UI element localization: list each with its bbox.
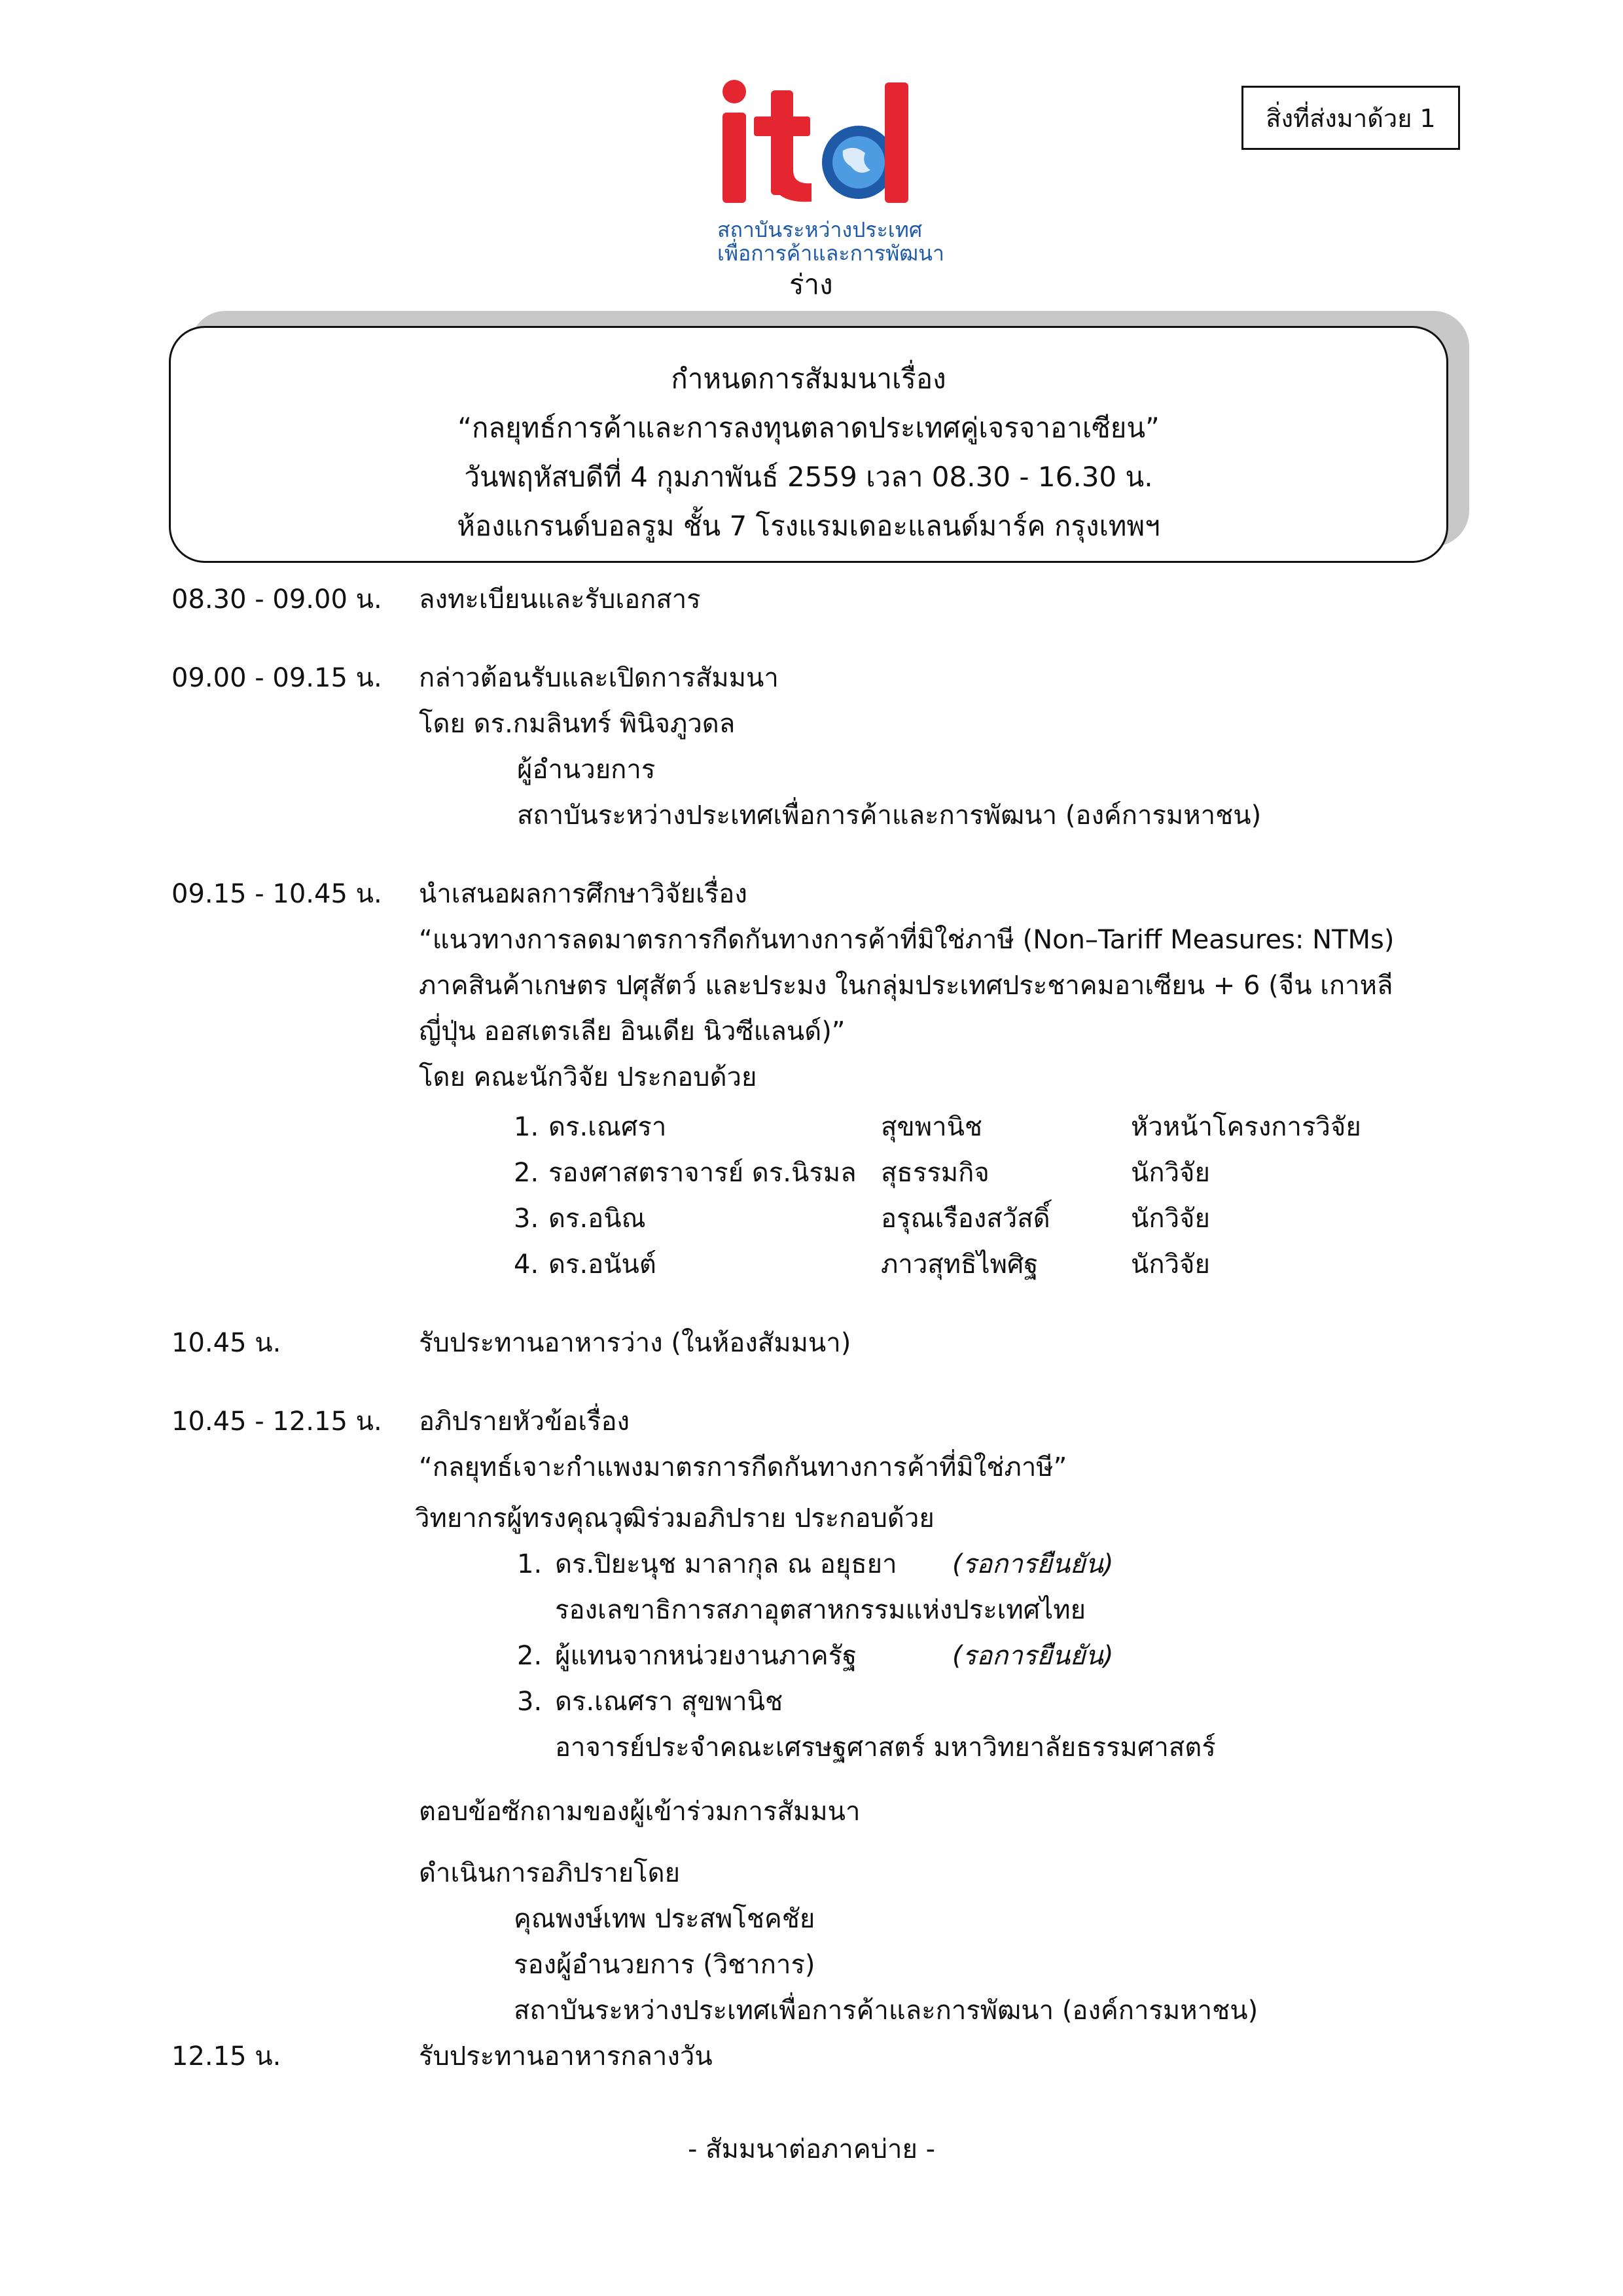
researcher-2-name: รองศาสตราจารย์ ดร.นิรมล xyxy=(548,1158,857,1188)
session3-title: นำเสนอผลการศึกษาวิจัยเรื่อง xyxy=(419,879,747,909)
session4-title: รับประทานอาหารว่าง (ในห้องสัมมนา) xyxy=(419,1328,851,1358)
session2-org: สถาบันระหว่างประเทศเพื่อการค้าและการพัฒนา (องค์การมหาชน) xyxy=(517,800,1262,831)
panelist-1-title: รองเลขาธิการสภาอุตสาหกรรมแห่งประเทศไทย xyxy=(555,1595,1086,1625)
session1-title: ลงทะเบียนและรับเอกสาร xyxy=(419,584,701,615)
researcher-1-surname: สุขพานิช xyxy=(881,1112,983,1142)
session1-time: 08.30 - 09.00 น. xyxy=(171,584,382,615)
session5-topic: “กลยุทธ์เจาะกำแพงมาตรการกีดกันทางการค้าที่มิใช่ภาษี” xyxy=(419,1452,1067,1482)
researcher-4-number: 4. xyxy=(514,1249,539,1280)
header-date-time: วันพฤหัสบดีที่ 4 กุมภาพันธ์ 2559 เวลา 08.30 - 16.30 น. xyxy=(464,461,1153,493)
logo-subtitle-line1: สถาบันระหว่างประเทศ xyxy=(717,217,923,242)
header-seminar-topic: “กลยุทธ์การค้าและการลงทุนตลาดประเทศคู่เจรจาอาเซียน” xyxy=(457,412,1160,444)
moderator-org: สถาบันระหว่างประเทศเพื่อการค้าและการพัฒนา (องค์การมหาชน) xyxy=(514,1996,1258,2026)
researcher-3-role: นักวิจัย xyxy=(1131,1204,1210,1234)
session2-time: 09.00 - 09.15 น. xyxy=(171,663,382,693)
researcher-3-surname: อรุณเรืองสวัสดิ์ xyxy=(881,1204,1050,1234)
session6-title: รับประทานอาหารกลางวัน xyxy=(419,2041,713,2072)
session3-by: โดย คณะนักวิจัย ประกอบด้วย xyxy=(419,1062,757,1092)
researcher-1-role: หัวหน้าโครงการวิจัย xyxy=(1131,1112,1361,1142)
researcher-4-role: นักวิจัย xyxy=(1131,1249,1210,1280)
moderator-position: รองผู้อำนวยการ (วิชาการ) xyxy=(514,1950,815,1980)
session2-position: ผู้อำนวยการ xyxy=(517,755,656,785)
session5-panel-intro: วิทยากรผู้ทรงคุณวุฒิร่วมอภิปราย ประกอบด้วย xyxy=(415,1503,935,1534)
researcher-1-number: 1. xyxy=(514,1112,539,1142)
panelist-3-title: อาจารย์ประจำคณะเศรษฐศาสตร์ มหาวิทยาลัยธรรมศาสตร์ xyxy=(555,1732,1216,1763)
session2-title: กล่าวต้อนรับและเปิดการสัมมนา xyxy=(419,663,779,693)
session3-topic-line1: “แนวทางการลดมาตรการกีดกันทางการค้าที่มิใช่ภาษี (Non–Tariff Measures: NTMs) xyxy=(419,925,1395,955)
researcher-1-name: ดร.เณศรา xyxy=(548,1112,667,1142)
session5-time: 10.45 - 12.15 น. xyxy=(171,1407,382,1437)
researcher-4-name: ดร.อนันต์ xyxy=(548,1249,656,1280)
footer-note: - สัมมนาต่อภาคบ่าย - xyxy=(687,2134,936,2164)
researcher-3-name: ดร.อนิณ xyxy=(548,1204,646,1234)
session3-time: 09.15 - 10.45 น. xyxy=(171,879,382,909)
panelist-2-status: (รอการยืนยัน) xyxy=(952,1641,1114,1671)
session2-speaker: โดย ดร.กมลินทร์ พินิจภูวดล xyxy=(419,709,736,739)
panelist-3-name: ดร.เณศรา สุขพานิช xyxy=(555,1687,783,1717)
panelist-2-number: 2. xyxy=(517,1641,543,1671)
panelist-1-name: ดร.ปิยะนุช มาลากุล ณ อยุธยา xyxy=(555,1549,897,1579)
panelist-1-number: 1. xyxy=(517,1549,543,1579)
researcher-3-number: 3. xyxy=(514,1204,539,1234)
header-box xyxy=(169,326,1448,563)
draft-label: ร่าง xyxy=(789,268,833,300)
session5-qa: ตอบข้อซักถามของผู้เข้าร่วมการสัมมนา xyxy=(419,1797,861,1827)
session6-time: 12.15 น. xyxy=(171,2041,281,2072)
panelist-2-name: ผู้แทนจากหน่วยงานภาครัฐ xyxy=(555,1641,857,1671)
logo-subtitle-line2: เพื่อการค้าและการพัฒนา xyxy=(717,241,944,266)
header-title: กำหนดการสัมมนาเรื่อง xyxy=(671,363,946,395)
panelist-3-number: 3. xyxy=(517,1687,543,1717)
itd-wordmark-logo xyxy=(713,79,936,216)
researcher-2-number: 2. xyxy=(514,1158,539,1188)
moderator-intro: ดำเนินการอภิปรายโดย xyxy=(419,1858,681,1888)
researcher-2-role: นักวิจัย xyxy=(1131,1158,1210,1188)
session5-title: อภิปรายหัวข้อเรื่อง xyxy=(419,1407,630,1437)
moderator-name: คุณพงษ์เทพ ประสพโชคชัย xyxy=(514,1904,815,1934)
researcher-2-surname: สุธรรมกิจ xyxy=(881,1158,990,1188)
session3-topic-line3: ญี่ปุ่น ออสเตรเลีย อินเดีย นิวซีแลนด์)” xyxy=(419,1016,846,1047)
session3-topic-line2: ภาคสินค้าเกษตร ปศุสัตว์ และประมง ในกลุ่มประเทศประชาคมอาเซียน + 6 (จีน เกาหลี xyxy=(419,971,1393,1001)
session4-time: 10.45 น. xyxy=(171,1328,281,1358)
panelist-1-status: (รอการยืนยัน) xyxy=(952,1549,1114,1579)
attachment-label: สิ่งที่ส่งมาด้วย 1 xyxy=(1241,86,1460,150)
header-venue: ห้องแกรนด์บอลรูม ชั้น 7 โรงแรมเดอะแลนด์มาร์ค กรุงเทพฯ xyxy=(457,510,1160,542)
researcher-4-surname: ภาวสุทธิไพศิฐ xyxy=(881,1249,1039,1280)
